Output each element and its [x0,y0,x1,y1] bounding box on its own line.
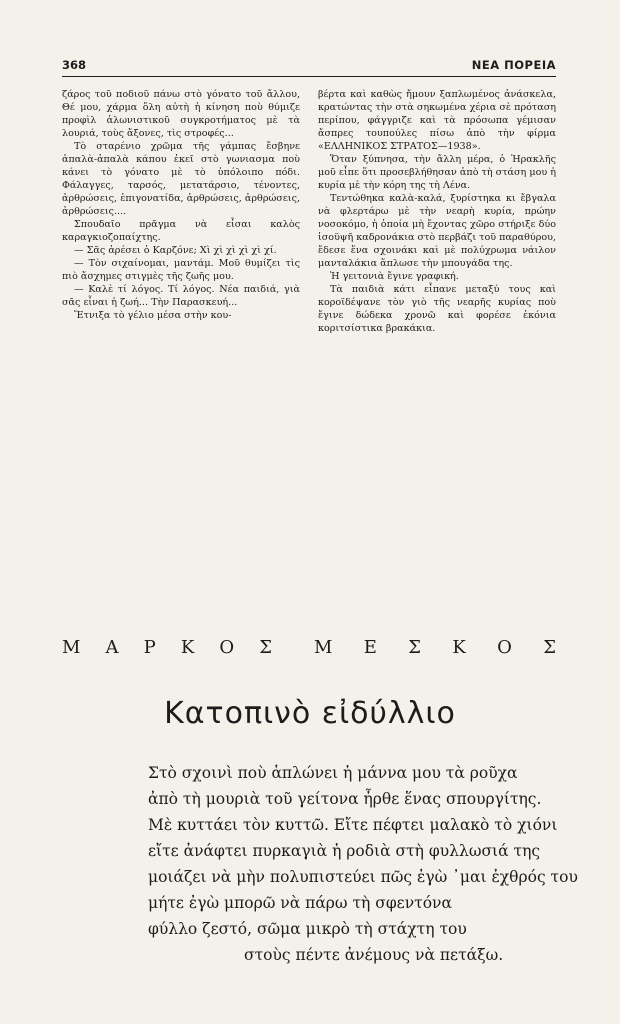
author-last-name [314,637,556,658]
author-letter: Μ [62,637,81,658]
paragraph: βέρτα καὶ καθὼς ἤμουν ξαπλωμένος ἀνάσκελα, κρατώντας τὴν στὰ σηκωμένα χέρια σὲ πρόταση περίπου, φάγγριζε καὶ τὰ πρόσωπα γέμισαν ἄσπρες τουπούλες πίσω ἀπὸ τὴν φίρμα «ΕΛΛΗΝΙΚΟΣ ΣΤΡΑΤΟΣ—1938». [318,89,556,152]
left-column [62,88,300,322]
poem-line: ἀπὸ τὴ μουριὰ τοῦ γείτονα ἦρθε ἕνας σπουργίτης. [148,790,542,808]
author-first-name [62,637,272,658]
author-letter: Κ [452,637,466,658]
running-head [62,56,556,77]
poem-body [148,760,578,968]
paragraph: Σπουδαῖο πρᾶγμα νὰ εἶσαι καλὸς καραγκιοζοπαίχτης. [62,219,300,243]
paragraph: — Τὸν σιχαίνομαι, μαντάμ. Μοῦ θυμίζει τὶς πιὸ ἄσχημες στιγμὲς τῆς ζωῆς μου. [62,258,300,282]
poem-line: μήτε ἐγὼ μπορῶ νὰ πάρω τὴ σφεντόνα [148,894,452,912]
page-number: 368 [62,58,87,72]
poem-title: Κατοπινὸ εἰδύλλιο [164,696,456,731]
author-letter: Ο [219,637,235,658]
poem-line: Στὸ σχοινὶ ποὺ ἁπλώνει ἡ μάννα μου τὰ ροῦχα [148,764,518,782]
paragraph: — Σᾶς ἀρέσει ὁ Καρζόνε; Χὶ χὶ χὶ χὶ χὶ χί. [74,245,277,256]
journal-title: ΝΕΑ ΠΟΡΕΙΑ [471,58,556,72]
poem-line: μοιάζει νὰ μὴν πολυπιστεύει πῶς ἐγὼ ᾿μαι ἐχθρός του [148,868,578,886]
poem-line: φύλλο ζεστό, σῶμα μικρὸ τὴ στάχτη του [148,920,467,938]
author-letter: Μ [314,637,333,658]
paragraph: Ὅταν ξύπνησα, τὴν ἄλλη μέρα, ὁ Ἡρακλῆς μοῦ εἶπε ὅτι προσεβλήθησαν ἀπὸ τὴ στάση μου ἡ κυρία μὲ τὴν κόρη της τὴ Λένα. [318,154,556,191]
author-letter: Σ [543,637,556,658]
paragraph: — Καλὲ τί λόγος. Τί λόγος. Νέα παιδιά, γιὰ σᾶς εἶναι ἡ ζωή... Τὴν Παρασκευή... [62,284,300,308]
paragraph: Ἔτνιξα τὸ γέλιο μέσα στὴν κου- [74,310,232,321]
author-letter: Α [105,637,119,658]
poem-line: Μὲ κυττάει τὸν κυττῶ. Εἴτε πέφτει μαλακὸ τὸ χιόνι [148,816,558,834]
author-letter: Ε [363,637,377,658]
right-column [318,88,556,335]
author-letter: Κ [180,637,195,658]
poem-line: στοὺς πέντε ἀνέμους νὰ πετάξω. [244,946,504,964]
paragraph: Τὸ σταρένιο χρῶμα τῆς γάμπας ἔσβηνε ἁπαλὰ-ἁπαλὰ κάπου ἐκεῖ στὸ γωνιασμα ποὺ κάνει τὸ γόνατο μὲ τὸ ὑπόλοιπο πόδι. Φάλαγγες, ταρσός, μετατάρσιο, τένοντες, ἀρθρώσεις, ἐπιγονατίδα, ἀρθρώσεις, ἀρθρώσεις, ἀρθρώσεις.... [62,141,300,217]
author-letter: Σ [259,637,272,658]
paragraph: ζάρος τοῦ ποδιοῦ πάνω στὸ γόνατο τοῦ ἄλλου, Θέ μου, χάρμα ὅλη αὐτὴ ἡ κίνηση ποὺ θύμιζε προφὶλ ἀλωνιστικοῦ συγκροτήματος μὲ τὰ λουριά, τοὺς ἄξονες, τὶς στροφές... [62,89,300,139]
author-letter: Ρ [143,637,156,658]
author-name [62,637,556,661]
poem-line: εἴτε ἀνάφτει πυρκαγιὰ ἡ ροδιὰ στὴ φυλλωσιά της [148,842,541,860]
author-letter: Σ [408,637,421,658]
paragraph: Τὰ παιδιὰ κάτι εἶπανε μεταξύ τους καὶ κοροϊδέψανε τὸν γιὸ τῆς νεαρῆς κυρίας ποὺ ἔγινε δώδεκα χρονῶ καὶ φορέσε ἐκόνια κοριτσίστικα βρακάκια. [318,284,556,334]
paragraph: Τεντώθηκα καλὰ-καλά, ξυρίστηκα κι ἔβγαλα νὰ φλερτάρω μὲ τὴν νεαρὴ κυρία, πρώην νοσοκόμο, ἡ ὁποία μὴ ἔχοντας χῶρο στήριξε δύο ἰσοϋψῆ καδρονάκια στὸ περβάζι τοῦ παραθύρου, ἔδεσε ἕνα σχοινάκι καὶ μὲ πολύχρωμα νάιλον μανταλάκια ἅπλωσε τὴν μπουγάδα της. [318,193,556,269]
author-letter: Ο [497,637,512,658]
paragraph: Ἡ γειτονιὰ ἔγινε γραφική. [330,271,459,282]
